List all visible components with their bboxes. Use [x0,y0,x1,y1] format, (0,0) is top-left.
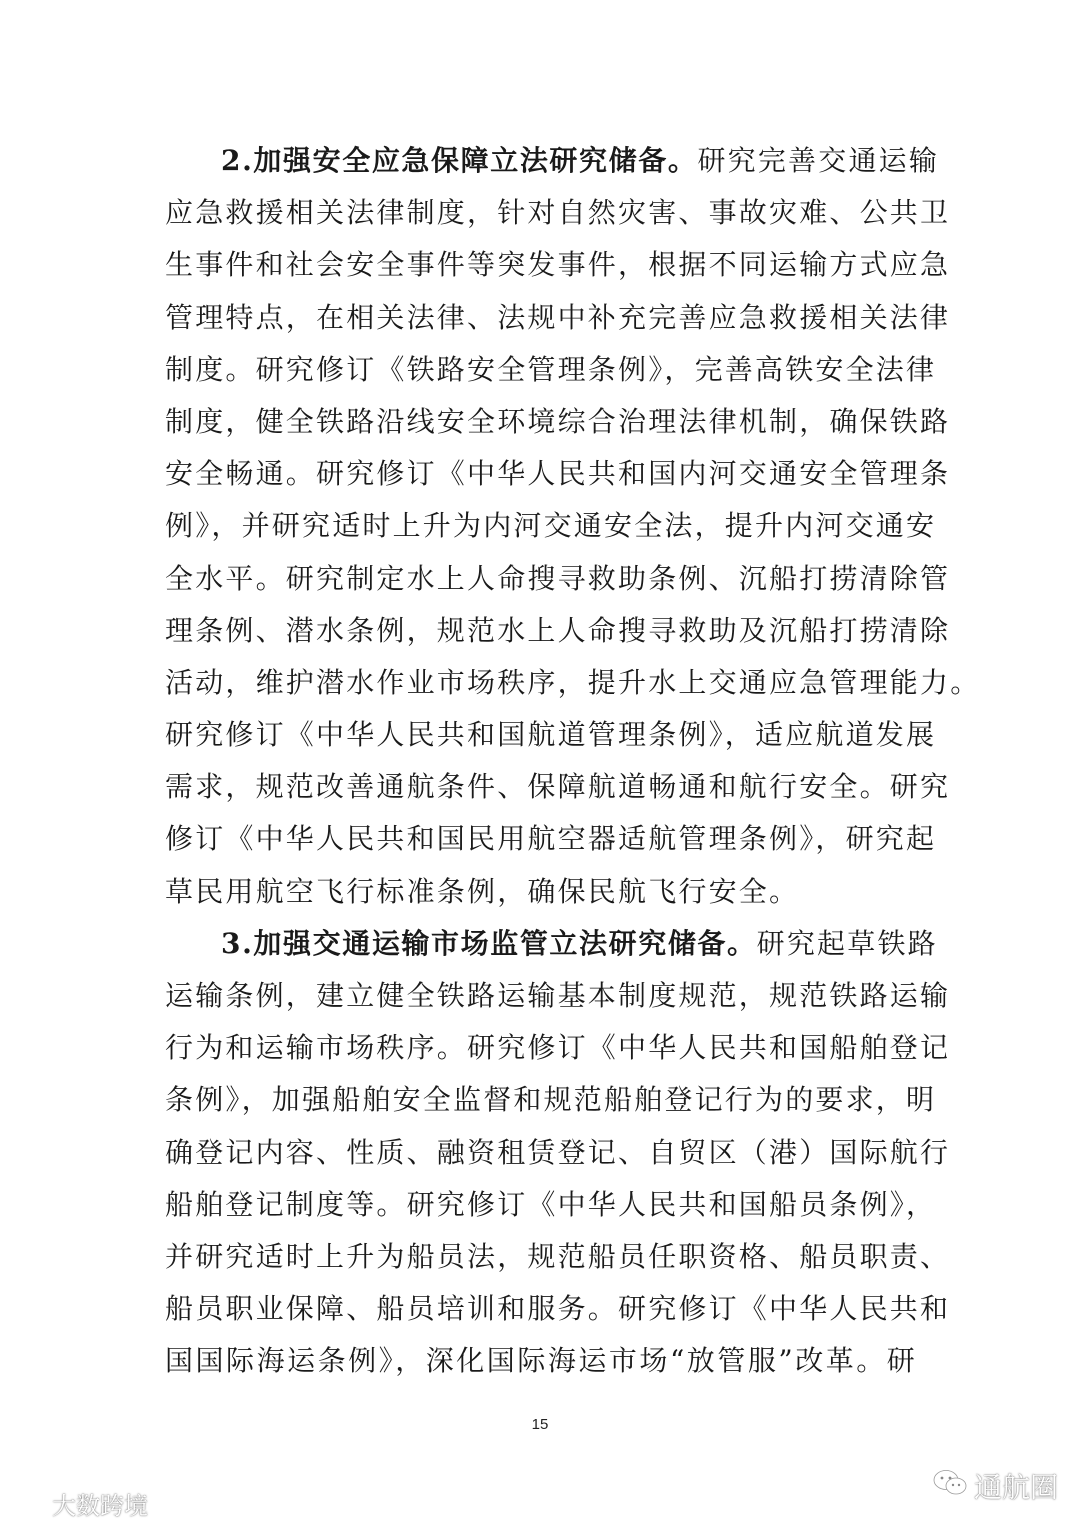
paragraph-line: 生事件和社会安全事件等突发事件，根据不同运输方式应急 [165,248,951,282]
paragraph-line: 2.加强安全应急保障立法研究储备。研究完善交通运输 [221,144,940,177]
body-text [165,135,981,1388]
paragraph-line: 活动，维护潜水作业市场秩序，提升水上交通应急管理能力。 [165,665,981,699]
paragraph-line: 船员职业保障、船员培训和服务。研究修订《中华人民共和 [165,1292,951,1326]
paragraph-line: 例》，并研究适时上升为内河交通安全法，提升内河交通安 [165,509,937,543]
watermark-left-text: 大数跨境 [52,1492,148,1520]
paragraph-line: 管理特点，在相关法律、法规中补充完善应急救援相关法律 [165,300,951,334]
paragraph-line: 确登记内容、性质、融资租赁登记、自贸区（港）国际航行 [165,1135,951,1169]
paragraph-line: 并研究适时上升为船员法，规范船员任职资格、船员职责、 [165,1239,951,1273]
paragraph-line: 行为和运输市场秩序。研究修订《中华人民共和国船舶登记 [165,1031,951,1065]
paragraph-line: 船舶登记制度等。研究修订《中华人民共和国船员条例》， [165,1187,937,1221]
wechat-icon [932,1468,974,1505]
paragraph-line: 条例》，加强船舶安全监督和规范船舶登记行为的要求，明 [165,1083,937,1117]
logo-icon [6,1489,52,1519]
paragraph-line: 3.加强交通运输市场监管立法研究储备。研究起草铁路 [221,926,938,960]
paragraph-line: 全水平。研究制定水上人命搜寻救助条例、沉船打捞清除管 [165,561,951,595]
paragraph-line: 理条例、潜水条例，规范水上人命搜寻救助及沉船打捞清除 [165,613,951,647]
paragraph-line: 制度。研究修订《铁路安全管理条例》，完善高铁安全法律 [165,352,937,386]
paragraph-line: 需求，规范改善通航条件、保障航道畅通和航行安全。研究 [165,770,951,804]
paragraph-line: 应急救援相关法律制度，针对自然灾害、事故灾难、公共卫 [165,196,951,230]
watermark-right [932,1466,1058,1506]
watermark-right-text: 通航圈 [974,1471,1059,1504]
paragraph-line: 运输条例，建立健全铁路运输基本制度规范，规范铁路运输 [165,979,951,1012]
section-heading: 2.加强安全应急保障立法研究储备。 [221,144,698,177]
paragraph-line: 安全畅通。研究修订《中华人民共和国内河交通安全管理条 [165,457,951,491]
page-number: 15 [531,1416,549,1433]
paragraph-line: 研究修订《中华人民共和国航道管理条例》，适应航道发展 [165,718,937,752]
paragraph-line: 修订《中华人民共和国民用航空器适航管理条例》，研究起 [165,822,937,856]
watermark-left [6,1486,148,1521]
section-heading: 3.加强交通运输市场监管立法研究储备。 [221,926,757,960]
paragraph-line: 草民用航空飞行标准条例，确保民航飞行安全。 [165,874,800,908]
paragraph-line: 制度，健全铁路沿线安全环境综合治理法律机制，确保铁路 [165,404,951,438]
paragraph-line: 国国际海运条例》，深化国际海运市场“放管服”改革。研 [165,1344,917,1378]
